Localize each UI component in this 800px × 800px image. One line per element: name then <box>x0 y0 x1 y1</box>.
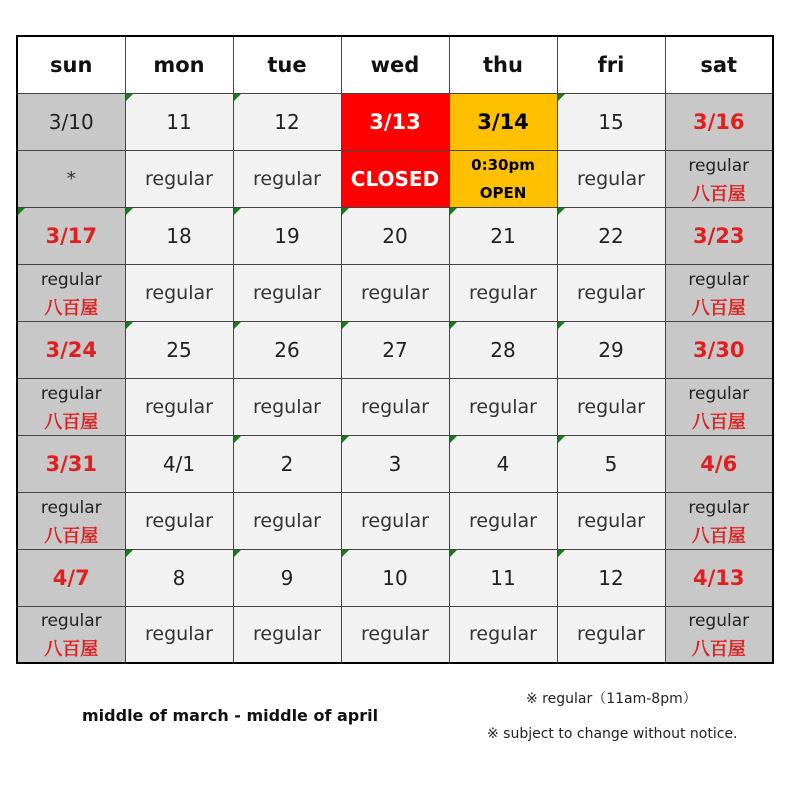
status-cell <box>449 492 557 549</box>
status-label: regular <box>688 611 750 632</box>
header-wed: wed <box>341 36 449 93</box>
status-cell <box>449 378 557 435</box>
status-label: regular <box>688 155 750 176</box>
date-cell <box>557 321 665 378</box>
date-cell-closed <box>341 93 449 150</box>
status-label: regular <box>361 509 429 532</box>
status-cell <box>233 606 341 663</box>
status-label: regular <box>688 497 750 518</box>
week-5-dates-row <box>17 549 773 606</box>
status-cell <box>125 492 233 549</box>
schedule-calendar <box>16 35 774 664</box>
date-label: 26 <box>274 337 300 362</box>
date-label: 25 <box>166 337 192 362</box>
date-label: 2 <box>280 451 294 476</box>
status-cell <box>125 378 233 435</box>
status-cell <box>341 378 449 435</box>
date-label: 4/6 <box>700 451 738 476</box>
status-cell-weekend <box>665 378 773 435</box>
status-label: regular <box>253 395 321 418</box>
status-cell <box>341 264 449 321</box>
date-cell <box>17 93 125 150</box>
date-label: 9 <box>280 565 294 590</box>
status-label: regular <box>469 623 537 646</box>
date-label: 11 <box>166 109 192 134</box>
corner-marker-icon <box>450 208 457 215</box>
corner-marker-icon <box>558 94 565 101</box>
date-cell-weekend <box>17 549 125 606</box>
date-cell <box>557 435 665 492</box>
status-label: regular <box>577 167 645 190</box>
week-3-dates-row <box>17 321 773 378</box>
date-label: 3/14 <box>477 109 529 134</box>
status-label: regular <box>145 395 213 418</box>
status-cell-weekend <box>665 606 773 663</box>
status-label: regular <box>361 281 429 304</box>
status-cell <box>17 150 125 207</box>
date-label: 12 <box>598 565 624 590</box>
date-cell <box>449 321 557 378</box>
date-cell-weekend <box>665 549 773 606</box>
date-label: 19 <box>274 223 300 248</box>
date-cell-weekend <box>665 435 773 492</box>
date-cell <box>449 549 557 606</box>
date-label: 20 <box>382 223 408 248</box>
status-cell-weekend <box>17 606 125 663</box>
status-cell <box>125 150 233 207</box>
date-label: 3/16 <box>692 109 745 134</box>
status-label: regular <box>40 611 102 632</box>
status-cell-weekend <box>665 492 773 549</box>
date-range-label: middle of march - middle of april <box>82 706 379 725</box>
corner-marker-icon <box>558 436 565 443</box>
status-label: regular <box>361 395 429 418</box>
date-label: 11 <box>490 565 516 590</box>
corner-marker-icon <box>558 322 565 329</box>
shop-label: 八百屋 <box>691 183 746 205</box>
date-label: 3/10 <box>48 109 94 134</box>
week-3-status-row <box>17 378 773 435</box>
status-cell <box>233 264 341 321</box>
date-cell <box>125 435 233 492</box>
corner-marker-icon <box>126 322 133 329</box>
corner-marker-icon <box>126 94 133 101</box>
status-label: regular <box>253 623 321 646</box>
status-cell <box>341 606 449 663</box>
status-label: regular <box>577 395 645 418</box>
corner-marker-icon <box>234 436 241 443</box>
status-label: regular <box>688 269 750 290</box>
date-label: 4/1 <box>162 451 196 476</box>
date-cell <box>557 207 665 264</box>
status-cell-weekend <box>665 150 773 207</box>
status-cell-special <box>449 150 557 207</box>
weekday-header-row <box>17 36 773 93</box>
header-tue: tue <box>233 36 341 93</box>
date-label: 5 <box>604 451 618 476</box>
date-cell-special <box>449 93 557 150</box>
shop-label: 八百屋 <box>44 297 99 319</box>
date-label: 21 <box>490 223 516 248</box>
shop-label: 八百屋 <box>691 525 746 547</box>
date-cell-weekend <box>17 207 125 264</box>
week-5-status-row <box>17 606 773 663</box>
corner-marker-icon <box>126 550 133 557</box>
date-cell <box>125 93 233 150</box>
date-label: 8 <box>172 565 186 590</box>
status-label: regular <box>469 281 537 304</box>
status-label: regular <box>145 509 213 532</box>
status-label: regular <box>361 623 429 646</box>
status-cell <box>557 606 665 663</box>
week-1-status-row <box>17 150 773 207</box>
shop-label: 八百屋 <box>44 639 99 661</box>
status-label: regular <box>577 623 645 646</box>
header-mon: mon <box>125 36 233 93</box>
status-cell <box>341 492 449 549</box>
date-label: 3/31 <box>45 451 97 476</box>
status-label: regular <box>469 395 537 418</box>
status-label: regular <box>40 383 102 404</box>
special-open-label: OPEN <box>479 183 527 202</box>
status-cell <box>125 606 233 663</box>
status-cell-weekend <box>665 264 773 321</box>
date-cell <box>341 549 449 606</box>
date-label: 3/17 <box>45 223 97 248</box>
date-label: 3/13 <box>369 109 421 134</box>
date-cell <box>233 207 341 264</box>
change-notice-note: ※ subject to change without notice. <box>487 726 738 742</box>
status-label: regular <box>145 167 213 190</box>
closed-label: CLOSED <box>350 166 440 191</box>
corner-marker-icon <box>450 550 457 557</box>
corner-marker-icon <box>18 208 25 215</box>
header-thu: thu <box>449 36 557 93</box>
header-fri: fri <box>557 36 665 93</box>
status-cell <box>557 378 665 435</box>
date-cell <box>233 321 341 378</box>
date-cell <box>125 549 233 606</box>
header-sat: sat <box>665 36 773 93</box>
status-label: regular <box>40 497 102 518</box>
date-cell-weekend <box>17 435 125 492</box>
date-cell <box>449 435 557 492</box>
week-4-status-row <box>17 492 773 549</box>
date-cell <box>341 435 449 492</box>
status-cell-weekend <box>17 264 125 321</box>
corner-marker-icon <box>234 550 241 557</box>
date-cell <box>125 207 233 264</box>
date-label: 4 <box>496 451 510 476</box>
status-cell <box>557 492 665 549</box>
date-label: 3 <box>388 451 402 476</box>
date-label: 3/30 <box>692 337 745 362</box>
corner-marker-icon <box>234 322 241 329</box>
date-cell <box>341 207 449 264</box>
shop-label: 八百屋 <box>691 297 746 319</box>
corner-marker-icon <box>234 94 241 101</box>
corner-marker-icon <box>450 322 457 329</box>
date-cell <box>233 93 341 150</box>
status-label: regular <box>145 281 213 304</box>
date-cell-weekend <box>17 321 125 378</box>
date-label: 22 <box>598 223 624 248</box>
corner-marker-icon <box>234 208 241 215</box>
week-2-status-row <box>17 264 773 321</box>
date-label: 3/23 <box>692 223 745 248</box>
date-label: 4/7 <box>52 565 90 590</box>
status-cell-closed <box>341 150 449 207</box>
date-cell-weekend <box>665 93 773 150</box>
status-cell-weekend <box>17 492 125 549</box>
status-label: regular <box>469 509 537 532</box>
status-cell <box>233 492 341 549</box>
date-cell <box>449 207 557 264</box>
status-label: regular <box>253 281 321 304</box>
status-cell <box>125 264 233 321</box>
date-cell <box>341 321 449 378</box>
corner-marker-icon <box>450 436 457 443</box>
shop-label: 八百屋 <box>691 639 746 661</box>
corner-marker-icon <box>558 550 565 557</box>
status-label: regular <box>40 269 102 290</box>
status-label: * <box>66 167 76 190</box>
corner-marker-icon <box>558 208 565 215</box>
date-cell-weekend <box>665 321 773 378</box>
corner-marker-icon <box>126 208 133 215</box>
status-label: regular <box>577 281 645 304</box>
status-cell <box>449 264 557 321</box>
corner-marker-icon <box>342 436 349 443</box>
week-4-dates-row <box>17 435 773 492</box>
status-label: regular <box>577 509 645 532</box>
date-label: 29 <box>598 337 624 362</box>
status-label: regular <box>688 383 750 404</box>
date-label: 10 <box>382 565 408 590</box>
date-cell <box>557 549 665 606</box>
regular-hours-note: ※ regular（11am-8pm） <box>526 691 697 707</box>
status-cell <box>233 378 341 435</box>
status-cell <box>449 606 557 663</box>
status-label: regular <box>253 167 321 190</box>
status-cell <box>557 150 665 207</box>
special-time-label: 0:30pm <box>471 155 535 174</box>
date-cell <box>233 435 341 492</box>
date-label: 4/13 <box>692 565 745 590</box>
week-2-dates-row <box>17 207 773 264</box>
corner-marker-icon <box>342 208 349 215</box>
corner-marker-icon <box>342 322 349 329</box>
date-label: 15 <box>598 109 624 134</box>
status-label: regular <box>253 509 321 532</box>
date-label: 3/24 <box>45 337 97 362</box>
status-cell-weekend <box>17 378 125 435</box>
status-cell <box>557 264 665 321</box>
date-cell-weekend <box>665 207 773 264</box>
shop-label: 八百屋 <box>691 411 746 433</box>
date-cell <box>125 321 233 378</box>
status-cell <box>233 150 341 207</box>
status-label: regular <box>145 623 213 646</box>
date-label: 18 <box>166 223 192 248</box>
date-label: 28 <box>490 337 516 362</box>
corner-marker-icon <box>342 550 349 557</box>
date-label: 12 <box>274 109 300 134</box>
shop-label: 八百屋 <box>44 411 99 433</box>
date-cell <box>233 549 341 606</box>
header-sun: sun <box>17 36 125 93</box>
date-label: 27 <box>382 337 408 362</box>
date-cell <box>557 93 665 150</box>
week-1-dates-row <box>17 93 773 150</box>
shop-label: 八百屋 <box>44 525 99 547</box>
